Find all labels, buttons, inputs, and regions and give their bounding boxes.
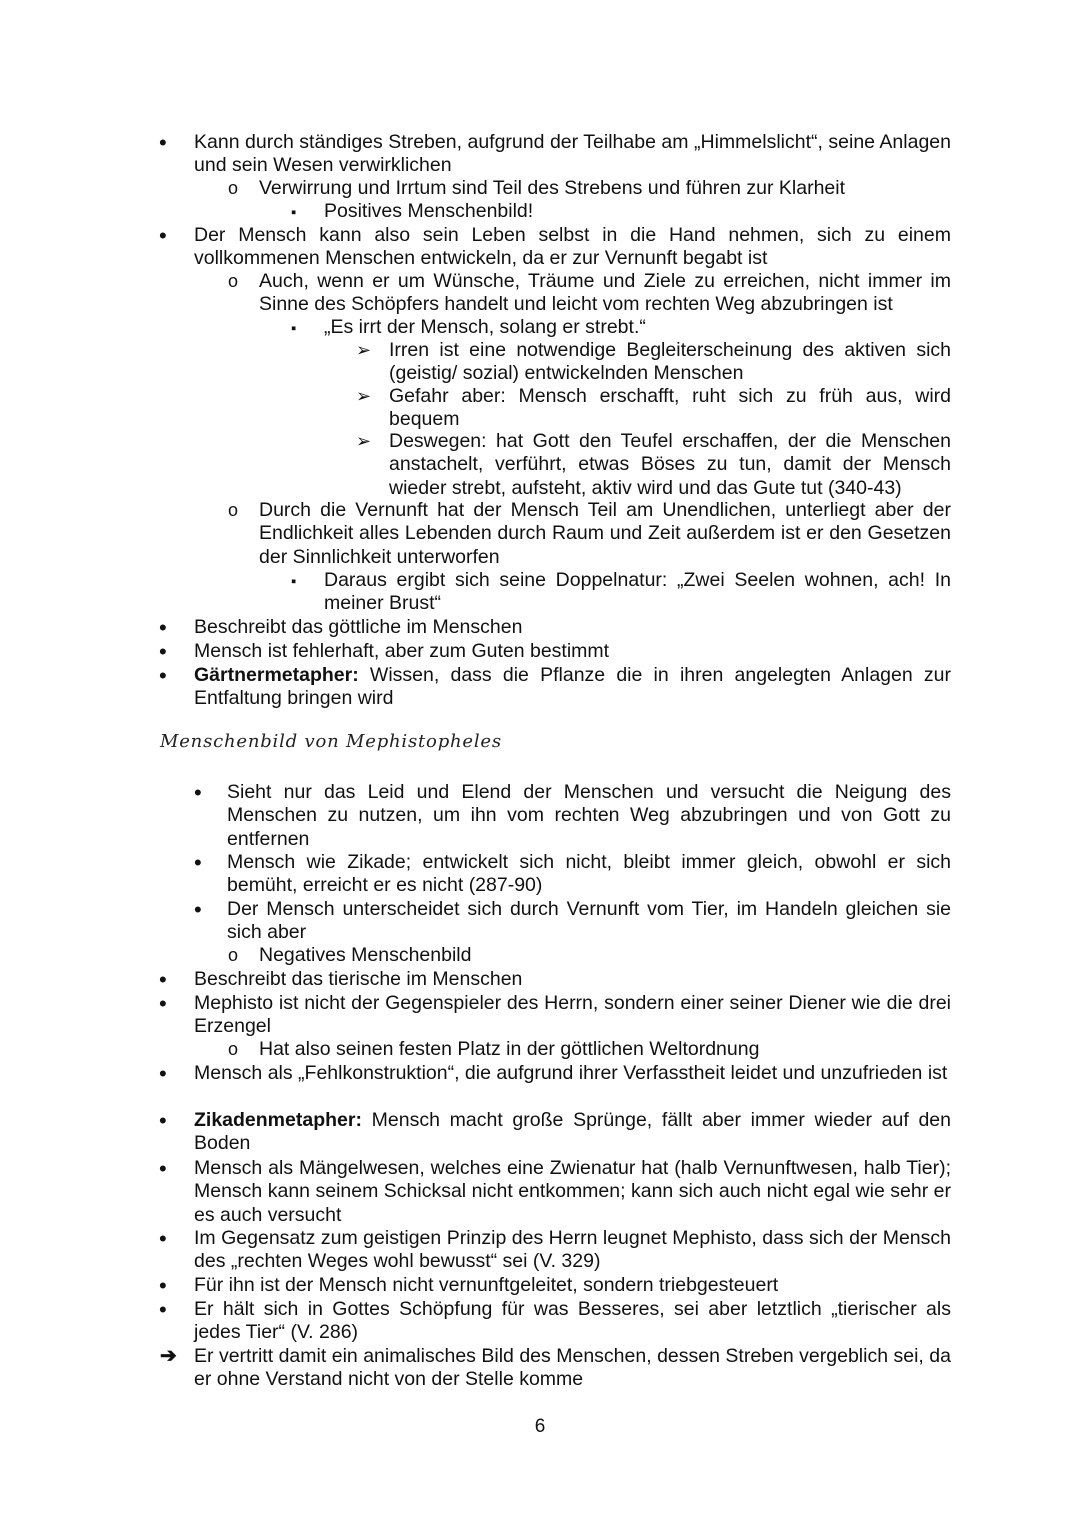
bullet-marker [159,640,167,665]
arrow-bullet-item [389,430,951,500]
bullet-text: Mensch ist fehlerhaft, aber zum Guten bestimmt [194,640,610,662]
bullet-item [227,898,951,945]
bullet-text: Für ihn ist der Mensch nicht vernunftgeleitet, sondern triebgesteuert [194,1274,779,1296]
bullet-item [194,1298,951,1345]
bullet-text: Beschreibt das tierische im Menschen [194,968,523,990]
sub-bullet-marker [228,270,238,293]
bullet-marker [159,1227,167,1252]
bullet-text: Beschreibt das göttliche im Menschen [194,616,523,638]
bullet-text: Deswegen: hat Gott den Teufel erschaffen, der die Menschen anstachelt, verführt, etwas Böses zu tun, damit der Mensch wieder strebt, aufsteht, aktiv wird und das Gute tut (340-43) [389,430,951,499]
bullet-marker [159,664,167,689]
quote-text: „Es irrt der Mensch, solang er strebt.“ [324,316,646,338]
arrow-bullet-marker [356,385,371,408]
bullet-text: Mephisto ist nicht der Gegenspieler des Herrn, sondern einer seiner Diener wie die drei Erzengel [194,992,951,1038]
sub-sub-bullet-item [324,316,951,339]
sub-bullet-marker [228,944,238,967]
page-number: 6 [534,1416,546,1437]
sub-bullet-marker [228,499,238,522]
bullet-marker [159,1298,167,1323]
arrow-bullet-item [389,339,951,386]
bullet-marker [194,781,202,806]
bullet-item [194,1109,951,1156]
bullet-item [194,1227,951,1274]
bullet-item [194,1274,951,1297]
bullet-marker [159,224,167,249]
bullet-marker [194,898,202,923]
sub-sub-bullet-item [324,200,951,223]
bullet-marker [159,1157,167,1182]
sub-bullet-item [259,499,951,569]
bullet-text: Irren ist eine notwendige Begleiterscheinung des aktiven sich (geistig/ sozial) entwickelnden Menschen [389,339,951,385]
bullet-text: Er hält sich in Gottes Schöpfung für was Besseres, sei aber letztlich „tierischer als jedes Tier“ (V. 286) [194,1298,951,1344]
bullet-text: Sieht nur das Leid und Elend der Menschen und versucht die Neigung des Menschen zu nutzen, um ihn vom rechten Weg abzubringen und von Gott zu entfernen [227,781,951,850]
sub-bullet-item [259,177,951,200]
bullet-text: Auch, wenn er um Wünsche, Träume und Ziele zu erreichen, nicht immer im Sinne des Schöpfers handelt und leicht vom rechten Weg abzubringen ist [259,270,951,316]
bullet-text: Verwirrung und Irrtum sind Teil des Strebens und führen zur Klarheit [259,177,846,199]
bullet-item [194,1062,951,1085]
bullet-marker [159,1109,167,1134]
sub-bullet-marker [228,1038,238,1061]
bullet-text: Der Mensch kann also sein Leben selbst in die Hand nehmen, sich zu einem vollkommenen Menschen entwickeln, da er zur Vernunft begabt ist [194,224,951,270]
arrow-right-icon [160,1345,177,1368]
bullet-text: Mensch als Mängelwesen, welches eine Zwienatur hat (halb Vernunftwesen, halb Tier); Mensch kann seinem Schicksal nicht entkommen; kann sich auch nicht egal wie sehr er es auch versucht [194,1157,951,1226]
bullet-item [227,781,951,851]
bullet-text: Kann durch ständiges Streben, aufgrund der Teilhabe am „Himmelslicht“, seine Anlagen und sein Wesen verwirklichen [194,131,951,177]
bullet-marker [159,1274,167,1299]
conclusion-text: Er vertritt damit ein animalisches Bild des Menschen, dessen Streben vergeblich sei, da er ohne Verstand nicht von der Stelle komme [194,1345,951,1391]
square-bullet-marker [291,316,296,340]
bullet-item [194,131,951,178]
bullet-item [194,1157,951,1227]
section-heading: Menschenbild von Mephistopheles [160,731,502,752]
bullet-text: Wissen, dass die Pflanze die in ihren angelegten Anlagen zur Entfaltung bringen wird [194,664,951,710]
conclusion-item [194,1345,951,1392]
bullet-marker [159,968,167,993]
bullet-item [194,224,951,271]
square-bullet-marker [291,200,296,224]
bullet-text: Der Mensch unterscheidet sich durch Vernunft vom Tier, im Handeln gleichen sie sich aber [227,898,951,944]
term-label: Gärtnermetapher: [194,664,359,686]
bullet-marker [194,851,202,876]
bullet-text: Hat also seinen festen Platz in der göttlichen Weltordnung [259,1038,760,1060]
arrow-bullet-marker [356,430,371,453]
sub-sub-bullet-item [324,569,951,616]
sub-bullet-item [259,1038,951,1061]
sub-bullet-item [259,944,951,967]
arrow-bullet-item [389,385,951,432]
bullet-text: Mensch macht große Sprünge, fällt aber immer wieder auf den Boden [194,1109,951,1155]
bullet-item [194,664,951,711]
bullet-item [194,968,951,991]
term-label: Zikadenmetapher: [194,1109,362,1131]
bullet-text: Positives Menschenbild! [324,200,534,222]
bullet-item [227,851,951,898]
bullet-text: Mensch wie Zikade; entwickelt sich nicht, bleibt immer gleich, obwohl er sich bemüht, erreicht er es nicht (287-90) [227,851,951,897]
bullet-text: Negatives Menschenbild [259,944,472,966]
bullet-item [194,640,951,663]
bullet-text: Durch die Vernunft hat der Mensch Teil am Unendlichen, unterliegt aber der Endlichkeit alles Lebenden durch Raum und Zeit außerdem ist er den Gesetzen der Sinnlichkeit unterworfen [259,499,951,568]
sub-bullet-item [259,270,951,317]
bullet-item [194,616,951,639]
bullet-item [194,992,951,1039]
arrow-bullet-marker [356,339,371,362]
bullet-marker [159,131,167,156]
bullet-text: Mensch als „Fehlkonstruktion“, die aufgrund ihrer Verfasstheit leidet und unzufrieden ist [194,1062,948,1084]
bullet-text: Daraus ergibt sich seine Doppelnatur: „Zwei Seelen wohnen, ach! In meiner Brust“ [324,569,951,615]
bullet-text: Im Gegensatz zum geistigen Prinzip des Herrn leugnet Mephisto, dass sich der Mensch des „rechten Weges wohl bewusst“ sei (V. 329) [194,1227,951,1273]
sub-bullet-marker [228,177,238,200]
square-bullet-marker [291,569,296,593]
bullet-marker [159,992,167,1017]
bullet-marker [159,1062,167,1087]
bullet-text: Gefahr aber: Mensch erschafft, ruht sich zu früh aus, wird bequem [389,385,951,431]
bullet-marker [159,616,167,641]
